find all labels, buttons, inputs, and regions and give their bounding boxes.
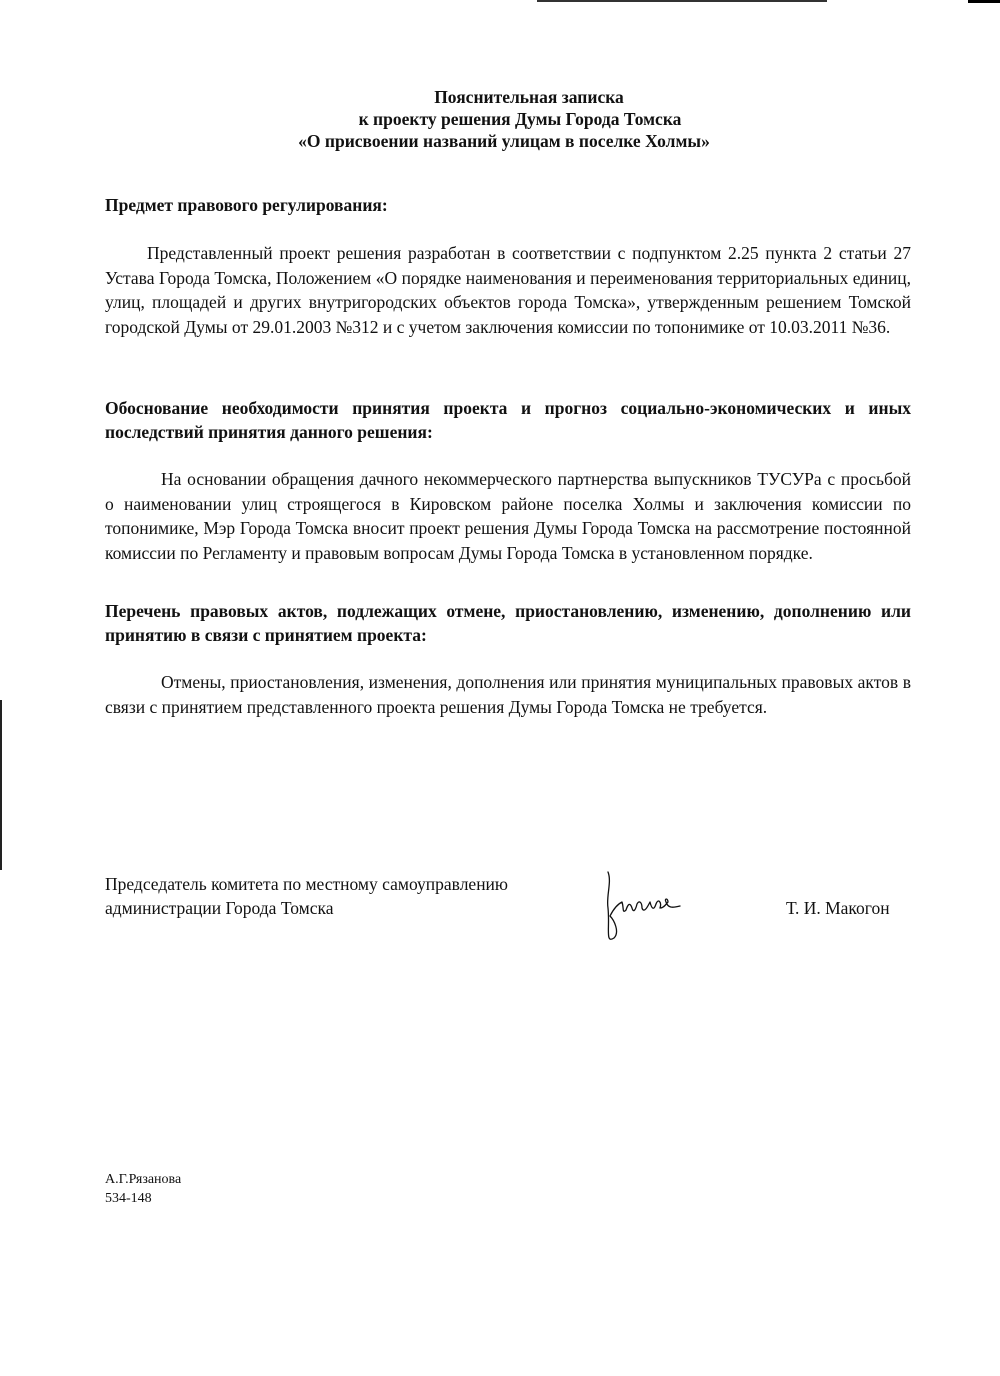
section-heading: Обоснование необходимости принятия проекта и прогноз социально-экономических и иных последствий принятия данного решения:	[105, 398, 911, 442]
signatory-position	[105, 872, 585, 920]
handwritten-signature-icon	[602, 868, 682, 948]
section-body: На основании обращения дачного некоммерческого партнерства выпускников ТУСУРа с просьбой о наименовании улиц строящегося в Кировском районе поселка Холмы и заключения комиссии по топонимике, Мэр Города Томска вносит проект решения Думы Города Томска на рассмотрение постоянной комиссии по Регламенту и правовым вопросам Думы Города Томска в установленном порядке.	[105, 469, 911, 563]
section-heading: Предмет правового регулирования:	[105, 195, 388, 215]
signature-block	[105, 872, 911, 952]
title-line-1: Пояснительная записка	[434, 87, 624, 107]
section-body: Отмены, приостановления, изменения, дополнения или принятия муниципальных правовых актов в связи с принятием представленного проекта решения Думы Города Томска не требуется.	[105, 672, 911, 717]
position-line-1: Председатель комитета по местному самоуправлению	[105, 874, 508, 894]
footer-contact	[105, 1170, 181, 1208]
section-body: Представленный проект решения разработан в соответствии с подпунктом 2.25 пункта 2 статьи 27 Устава Города Томска, Положением «О порядке наименования и переименования территориальных единиц, улиц, площадей и других внутригородских объектов города Томска», утвержденным решением Томской городской Думы от 29.01.2003 №312 и с учетом заключения комиссии по топонимике от 10.03.2011 №36.	[105, 243, 911, 337]
signatory-name: Т. И. Макогон	[786, 898, 890, 918]
title-line-3: «О присвоении названий улицам в поселке Холмы»	[298, 131, 710, 151]
title-line-2: к проекту решения Думы Города Томска	[358, 109, 682, 129]
author-phone: 534-148	[105, 1191, 152, 1206]
scan-artifact-top-line	[537, 0, 827, 2]
position-line-2: администрации Города Томска	[105, 898, 334, 918]
section-legal-subject	[105, 193, 911, 339]
scan-artifact-left-edge	[0, 700, 2, 870]
section-justification	[105, 396, 911, 565]
section-legal-acts-list	[105, 599, 911, 719]
section-heading: Перечень правовых актов, подлежащих отмене, приостановлению, изменению, дополнению или принятию в связи с принятием проекта:	[105, 601, 911, 645]
author-name: А.Г.Рязанова	[105, 1172, 182, 1187]
document-title	[0, 86, 1000, 152]
scan-artifact-top-corner	[968, 0, 1000, 3]
